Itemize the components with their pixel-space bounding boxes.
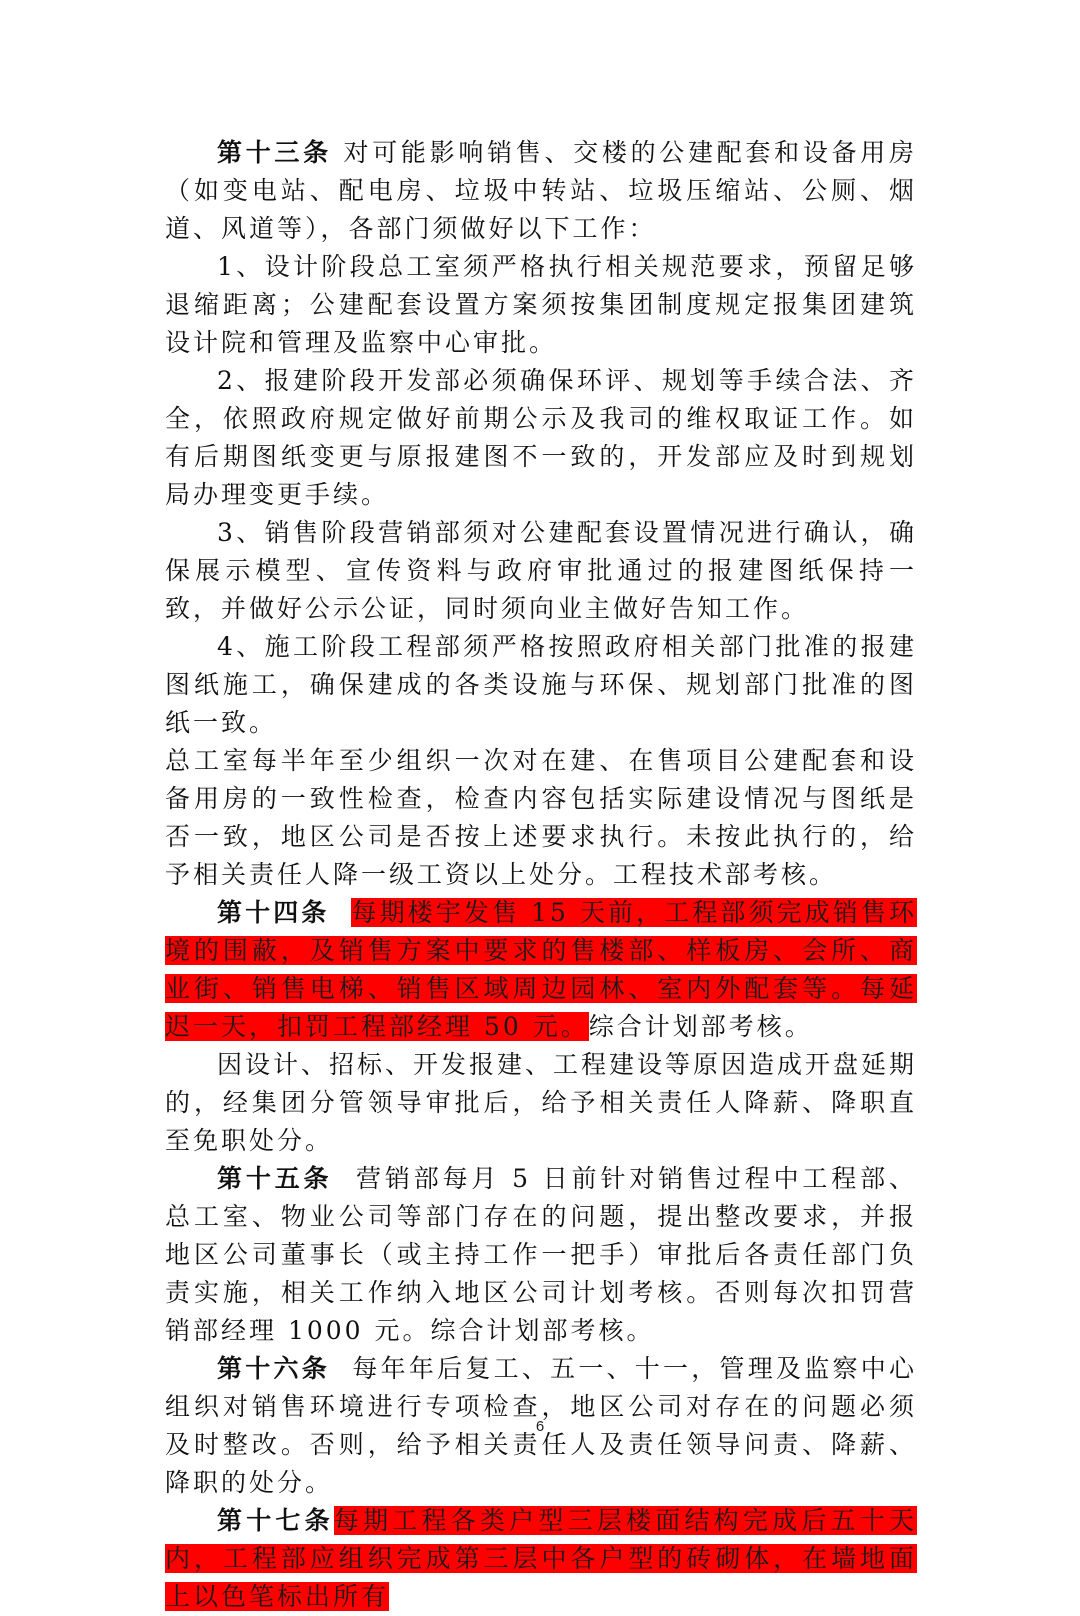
article-14-highlight: 每期楼宇发售 15 天前，工程部须完成销售环境的围蔽，及销售方案中要求的售楼部、样板房、会所、商业街、销售电梯、销售区域周边园林、室内外配套等。每延迟一天，扣罚工程部经理 50 元。: [165, 898, 917, 1041]
article-14: [165, 894, 917, 1046]
article-13-item-1: 1、设计阶段总工室须严格执行相关规范要求，预留足够退缩距离；公建配套设置方案须按集团制度规定报集团建筑设计院和管理及监察中心审批。: [165, 252, 917, 357]
article-15-label: 第十五条: [217, 1164, 333, 1193]
article-13-inspection: 总工室每半年至少组织一次对在建、在售项目公建配套和设备用房的一致性检查，检查内容包括实际建设情况与图纸是否一致，地区公司是否按上述要求执行。未按此执行的，给予相关责任人降一级工资以上处分。工程技术部考核。: [165, 746, 917, 889]
article-13: [165, 134, 917, 248]
article-13-text: 对可能影响销售、交楼的公建配套和设备用房（如变电站、配电房、垃圾中转站、垃圾压缩站、公厕、烟道、风道等），各部门须做好以下工作：: [165, 138, 917, 243]
article-17-label: 第十七条: [217, 1506, 334, 1535]
article-13-item-2: 2、报建阶段开发部必须确保环评、规划等手续合法、齐全，依照政府规定做好前期公示及我司的维权取证工作。如有后期图纸变更与原报建图不一致的，开发部应及时到规划局办理变更手续。: [165, 366, 917, 509]
article-17-highlight: 每期工程各类户型三层楼面结构完成后五十天内，工程部应组织完成第三层中各户型的砖砌体，在墙地面上以色笔标出所有: [165, 1506, 917, 1611]
article-14-after: 综合计划部考核。: [588, 1012, 813, 1041]
article-16-text: 每年年后复工、五一、十一，管理及监察中心组织对销售环境进行专项检查，地区公司对存在的问题必须及时整改。否则，给予相关责任人及责任领导问责、降薪、降职的处分。: [165, 1354, 917, 1497]
page-number: 6: [535, 1418, 545, 1435]
article-13-item-3: 3、销售阶段营销部须对公建配套设置情况进行确认，确保展示模型、宣传资料与政府审批通过的报建图纸保持一致，并做好公示公证，同时须向业主做好告知工作。: [165, 518, 917, 623]
article-16-label: 第十六条: [217, 1354, 330, 1383]
article-14-delay: 因设计、招标、开发报建、工程建设等原因造成开盘延期的，经集团分管领导审批后，给予相关责任人降薪、降职直至免职处分。: [165, 1050, 918, 1155]
article-13-item-4: 4、施工阶段工程部须严格按照政府相关部门批准的报建图纸施工，确保建成的各类设施与环保、规划部门批准的图纸一致。: [165, 632, 917, 737]
document-body: [165, 134, 917, 1616]
article-15-text: 营销部每月 5 日前针对销售过程中工程部、总工室、物业公司等部门存在的问题，提出整改要求，并报地区公司董事长（或主持工作一把手）审批后各责任部门负责实施，相关工作纳入地区公司计划考核。否则每次扣罚营销部经理 1000 元。综合计划部考核。: [165, 1164, 917, 1345]
article-17: [165, 1502, 917, 1616]
article-13-label: 第十三条: [217, 138, 332, 167]
article-14-label: 第十四条: [217, 898, 330, 927]
article-15: [165, 1160, 917, 1350]
